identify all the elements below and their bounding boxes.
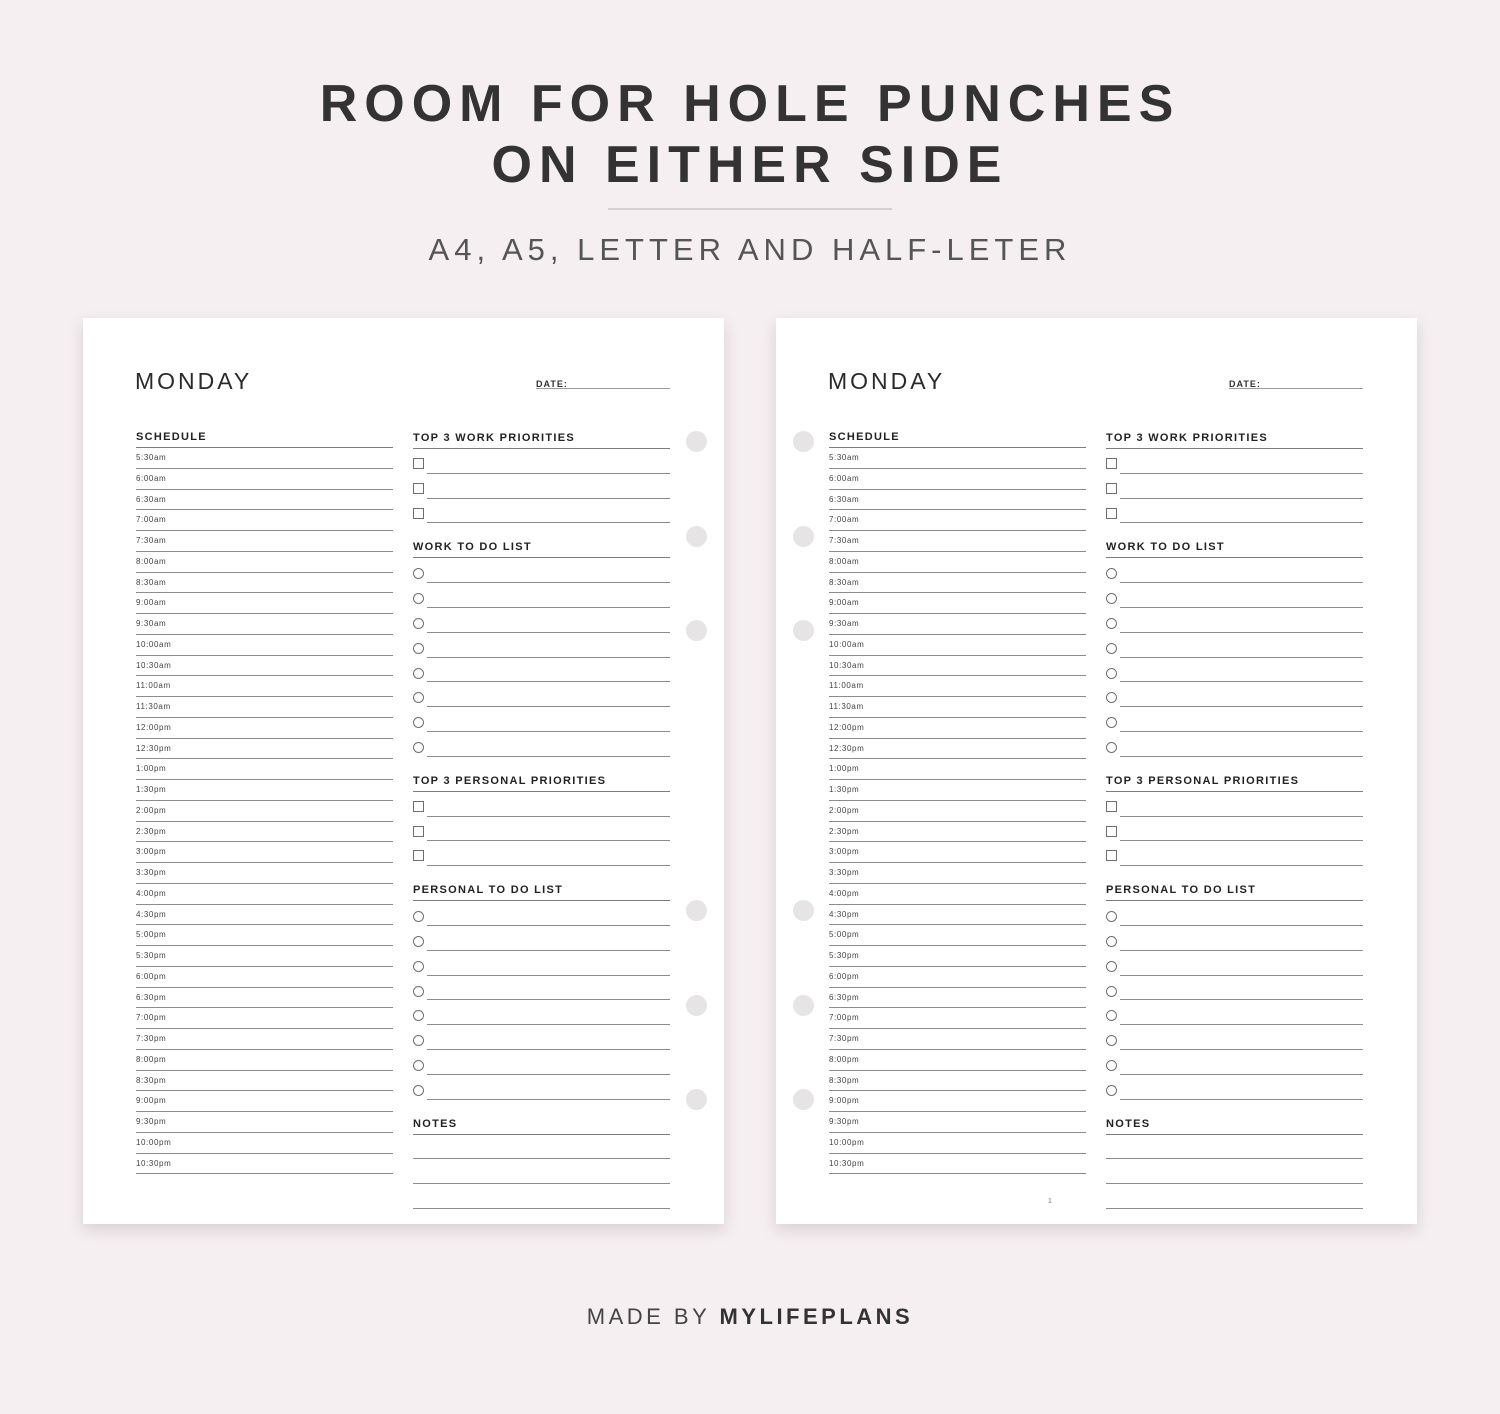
checkbox[interactable]: [413, 826, 424, 837]
list-item[interactable]: [1106, 1025, 1363, 1050]
schedule-time-row[interactable]: 4:30pm: [829, 905, 1086, 926]
schedule-time-row[interactable]: 10:30pm: [136, 1154, 393, 1175]
schedule-time-row[interactable]: 9:30pm: [829, 1112, 1086, 1133]
list-item[interactable]: [413, 1050, 670, 1075]
schedule-time-row[interactable]: 6:30am: [136, 490, 393, 511]
date-field[interactable]: [1229, 374, 1363, 389]
footer-credit: [0, 1304, 1500, 1330]
todo-circle[interactable]: [413, 1010, 424, 1021]
top3-personal-list: [413, 792, 670, 866]
todo-circle[interactable]: [1106, 717, 1117, 728]
top3-work-heading: TOP 3 WORK PRIORITIES: [413, 428, 670, 449]
notes-line[interactable]: [1106, 1184, 1363, 1209]
page-number: 1: [1048, 1198, 1052, 1205]
day-title: MONDAY: [135, 368, 253, 394]
write-line: [427, 865, 670, 866]
list-item[interactable]: [413, 817, 670, 842]
list-item[interactable]: [1106, 583, 1363, 608]
top3-personal-heading: TOP 3 PERSONAL PRIORITIES: [1106, 771, 1363, 792]
schedule-time-row[interactable]: 11:00am: [829, 676, 1086, 697]
todo-circle[interactable]: [413, 742, 424, 753]
schedule-time-row[interactable]: 8:30am: [829, 573, 1086, 594]
work-todo-list: [413, 558, 670, 756]
schedule-time-row[interactable]: 11:30am: [829, 697, 1086, 718]
priorities-column: [1106, 428, 1363, 1209]
todo-circle[interactable]: [1106, 961, 1117, 972]
schedule-time-row[interactable]: 1:30pm: [829, 780, 1086, 801]
checkbox[interactable]: [413, 850, 424, 861]
checkbox[interactable]: [413, 458, 424, 469]
list-item[interactable]: [1106, 449, 1363, 474]
list-item[interactable]: [413, 633, 670, 658]
schedule-rows: [136, 448, 393, 1174]
footer-brand: MYLIFEPLANS: [719, 1304, 914, 1329]
schedule-time-row[interactable]: 9:30pm: [136, 1112, 393, 1133]
schedule-time-row[interactable]: 12:30pm: [829, 739, 1086, 760]
schedule-rows: [829, 448, 1086, 1174]
notes-line[interactable]: [413, 1135, 670, 1160]
write-line: [1106, 1208, 1363, 1209]
checkbox[interactable]: [413, 801, 424, 812]
list-item[interactable]: [413, 901, 670, 926]
schedule-time-row[interactable]: 10:00am: [136, 635, 393, 656]
write-line: [427, 756, 670, 757]
list-item[interactable]: [1106, 474, 1363, 499]
punch-hole: [793, 1089, 814, 1110]
schedule-time-row[interactable]: 6:30am: [829, 490, 1086, 511]
subtitle: A4, A5, LETTER AND HALF-LETER: [428, 232, 1072, 267]
notes-line[interactable]: [413, 1159, 670, 1184]
list-item[interactable]: [413, 1075, 670, 1100]
write-line: [1120, 1099, 1363, 1100]
schedule-time-row[interactable]: 8:30pm: [136, 1071, 393, 1092]
schedule-time-row[interactable]: 10:30pm: [829, 1154, 1086, 1175]
schedule-time-row[interactable]: 8:00pm: [136, 1050, 393, 1071]
top3-work-list: [413, 449, 670, 523]
todo-circle[interactable]: [413, 692, 424, 703]
personal-todo-list: [1106, 901, 1363, 1099]
schedule-time-row[interactable]: 10:00pm: [829, 1133, 1086, 1154]
list-item[interactable]: [413, 792, 670, 817]
write-line: [1120, 756, 1363, 757]
schedule-time-row[interactable]: 9:00am: [829, 593, 1086, 614]
list-item[interactable]: [1106, 499, 1363, 524]
schedule-time-row[interactable]: 7:00pm: [136, 1008, 393, 1029]
todo-circle[interactable]: [413, 911, 424, 922]
list-item[interactable]: [1106, 1000, 1363, 1025]
date-label: DATE:: [1229, 379, 1261, 389]
todo-circle[interactable]: [1106, 692, 1117, 703]
list-item[interactable]: [1106, 817, 1363, 842]
schedule-time-row[interactable]: 2:00pm: [136, 801, 393, 822]
checkbox[interactable]: [1106, 458, 1117, 469]
schedule-time-row[interactable]: 7:00am: [136, 510, 393, 531]
schedule-time-row[interactable]: 9:30am: [136, 614, 393, 635]
schedule-time-row[interactable]: 5:30am: [136, 448, 393, 469]
top3-personal-list: [1106, 792, 1363, 866]
list-item[interactable]: [1106, 926, 1363, 951]
personal-todo-list: [413, 901, 670, 1099]
todo-circle[interactable]: [1106, 1010, 1117, 1021]
list-item[interactable]: [413, 951, 670, 976]
write-line: [427, 1099, 670, 1100]
planner-page-right: [776, 318, 1417, 1224]
punch-hole: [686, 1089, 707, 1110]
todo-circle[interactable]: [1106, 1085, 1117, 1096]
list-item[interactable]: [1106, 976, 1363, 1001]
notes-line[interactable]: [1106, 1159, 1363, 1184]
schedule-time-row[interactable]: 8:00am: [829, 552, 1086, 573]
todo-circle[interactable]: [413, 1085, 424, 1096]
list-item[interactable]: [1106, 658, 1363, 683]
todo-circle[interactable]: [1106, 643, 1117, 654]
schedule-time-row[interactable]: 6:00am: [136, 469, 393, 490]
todo-circle[interactable]: [413, 668, 424, 679]
notes-lines: [413, 1135, 670, 1209]
schedule-time-row[interactable]: 4:30pm: [136, 905, 393, 926]
checkbox[interactable]: [1106, 801, 1117, 812]
list-item[interactable]: [413, 449, 670, 474]
todo-circle[interactable]: [1106, 911, 1117, 922]
schedule-time-row[interactable]: 10:30am: [829, 656, 1086, 677]
punch-hole: [686, 900, 707, 921]
schedule-time-row[interactable]: 6:30pm: [829, 988, 1086, 1009]
top3-work-heading: TOP 3 WORK PRIORITIES: [1106, 428, 1363, 449]
todo-circle[interactable]: [1106, 593, 1117, 604]
todo-circle[interactable]: [413, 593, 424, 604]
schedule-time-row[interactable]: 5:00pm: [136, 925, 393, 946]
write-line: [1120, 522, 1363, 523]
schedule-time-row[interactable]: 2:30pm: [136, 822, 393, 843]
list-item[interactable]: [413, 682, 670, 707]
work-todo-heading: WORK TO DO LIST: [1106, 537, 1363, 558]
schedule-time-row[interactable]: 6:00pm: [136, 967, 393, 988]
divider: [608, 208, 892, 210]
schedule-time-row[interactable]: 2:00pm: [829, 801, 1086, 822]
checkbox[interactable]: [1106, 850, 1117, 861]
punch-hole: [793, 620, 814, 641]
todo-circle[interactable]: [413, 1035, 424, 1046]
schedule-time-row[interactable]: 1:00pm: [829, 759, 1086, 780]
punch-hole: [793, 431, 814, 452]
notes-heading: NOTES: [413, 1114, 670, 1135]
date-label: DATE:: [536, 379, 568, 389]
list-item[interactable]: [413, 558, 670, 583]
planner-page-left: [83, 318, 724, 1224]
headline-line-1: ROOM FOR HOLE PUNCHES: [319, 75, 1181, 133]
date-field[interactable]: [536, 374, 670, 389]
schedule-time-row[interactable]: 3:30pm: [829, 863, 1086, 884]
schedule-time-row[interactable]: 1:30pm: [136, 780, 393, 801]
list-item[interactable]: [413, 841, 670, 866]
todo-circle[interactable]: [413, 936, 424, 947]
list-item[interactable]: [1106, 901, 1363, 926]
checkbox[interactable]: [413, 508, 424, 519]
headline: [0, 74, 1500, 196]
write-line: [427, 522, 670, 523]
write-line: [1120, 865, 1363, 866]
punch-hole: [686, 431, 707, 452]
schedule-time-row[interactable]: 5:30pm: [136, 946, 393, 967]
punch-hole: [686, 995, 707, 1016]
notes-lines: [1106, 1135, 1363, 1209]
list-item[interactable]: [413, 608, 670, 633]
list-item[interactable]: [413, 926, 670, 951]
schedule-time-row[interactable]: 6:00am: [829, 469, 1086, 490]
notes-heading: NOTES: [1106, 1114, 1363, 1135]
schedule-time-row[interactable]: 9:00pm: [136, 1091, 393, 1112]
schedule-time-row[interactable]: 8:30am: [136, 573, 393, 594]
top3-personal-heading: TOP 3 PERSONAL PRIORITIES: [413, 771, 670, 792]
todo-circle[interactable]: [1106, 1060, 1117, 1071]
punch-hole: [793, 900, 814, 921]
schedule-heading: SCHEDULE: [136, 428, 393, 448]
schedule-time-row[interactable]: 11:30am: [136, 697, 393, 718]
schedule-time-row[interactable]: 6:00pm: [829, 967, 1086, 988]
footer-prefix: MADE BY: [586, 1304, 710, 1329]
todo-circle[interactable]: [413, 1060, 424, 1071]
schedule-column: [136, 428, 393, 1174]
todo-circle[interactable]: [1106, 742, 1117, 753]
schedule-time-row[interactable]: 3:30pm: [136, 863, 393, 884]
schedule-time-row[interactable]: 7:00pm: [829, 1008, 1086, 1029]
schedule-time-row[interactable]: 5:00pm: [829, 925, 1086, 946]
list-item[interactable]: [413, 707, 670, 732]
schedule-time-row[interactable]: 6:30pm: [136, 988, 393, 1009]
list-item[interactable]: [1106, 1075, 1363, 1100]
schedule-time-row[interactable]: 9:00pm: [829, 1091, 1086, 1112]
punch-hole: [793, 526, 814, 547]
schedule-time-row[interactable]: 1:00pm: [136, 759, 393, 780]
schedule-time-row[interactable]: 8:00pm: [829, 1050, 1086, 1071]
list-item[interactable]: [1106, 707, 1363, 732]
schedule-heading: SCHEDULE: [829, 428, 1086, 448]
schedule-time-row[interactable]: 2:30pm: [829, 822, 1086, 843]
schedule-time-row[interactable]: 10:00am: [829, 635, 1086, 656]
list-item[interactable]: [1106, 951, 1363, 976]
list-item[interactable]: [413, 658, 670, 683]
schedule-time-row[interactable]: 9:30am: [829, 614, 1086, 635]
schedule-time-row[interactable]: 8:30pm: [829, 1071, 1086, 1092]
schedule-time-row[interactable]: 5:30am: [829, 448, 1086, 469]
todo-circle[interactable]: [1106, 568, 1117, 579]
work-todo-list: [1106, 558, 1363, 756]
notes-line[interactable]: [1106, 1135, 1363, 1160]
schedule-time-row[interactable]: 12:30pm: [136, 739, 393, 760]
personal-todo-heading: PERSONAL TO DO LIST: [413, 880, 670, 901]
punch-hole: [686, 620, 707, 641]
schedule-time-row[interactable]: 3:00pm: [136, 842, 393, 863]
list-item[interactable]: [1106, 608, 1363, 633]
list-item[interactable]: [1106, 558, 1363, 583]
schedule-time-row[interactable]: 7:30am: [136, 531, 393, 552]
schedule-time-row[interactable]: 11:00am: [136, 676, 393, 697]
schedule-time-row[interactable]: 7:30pm: [829, 1029, 1086, 1050]
schedule-time-row[interactable]: 7:30pm: [136, 1029, 393, 1050]
schedule-time-row[interactable]: 9:00am: [136, 593, 393, 614]
list-item[interactable]: [1106, 633, 1363, 658]
list-item[interactable]: [413, 1000, 670, 1025]
schedule-time-row[interactable]: 5:30pm: [829, 946, 1086, 967]
list-item[interactable]: [1106, 732, 1363, 757]
headline-line-2: ON EITHER SIDE: [491, 136, 1009, 194]
todo-circle[interactable]: [1106, 618, 1117, 629]
schedule-column: [829, 428, 1086, 1174]
schedule-time-row[interactable]: 10:30am: [136, 656, 393, 677]
todo-circle[interactable]: [1106, 936, 1117, 947]
checkbox[interactable]: [413, 483, 424, 494]
personal-todo-heading: PERSONAL TO DO LIST: [1106, 880, 1363, 901]
list-item[interactable]: [1106, 1050, 1363, 1075]
todo-circle[interactable]: [1106, 668, 1117, 679]
checkbox[interactable]: [1106, 508, 1117, 519]
checkbox[interactable]: [1106, 483, 1117, 494]
schedule-time-row[interactable]: 4:00pm: [136, 884, 393, 905]
list-item[interactable]: [413, 1025, 670, 1050]
list-item[interactable]: [413, 499, 670, 524]
schedule-time-row[interactable]: 12:00pm: [829, 718, 1086, 739]
list-item[interactable]: [413, 583, 670, 608]
write-line: [413, 1208, 670, 1209]
checkbox[interactable]: [1106, 826, 1117, 837]
list-item[interactable]: [1106, 841, 1363, 866]
list-item[interactable]: [413, 732, 670, 757]
list-item[interactable]: [413, 976, 670, 1001]
todo-circle[interactable]: [413, 643, 424, 654]
schedule-time-row[interactable]: 3:00pm: [829, 842, 1086, 863]
day-title: MONDAY: [828, 368, 946, 394]
schedule-time-row[interactable]: 12:00pm: [136, 718, 393, 739]
schedule-time-row[interactable]: 4:00pm: [829, 884, 1086, 905]
todo-circle[interactable]: [413, 717, 424, 728]
top3-work-list: [1106, 449, 1363, 523]
schedule-time-row[interactable]: 7:30am: [829, 531, 1086, 552]
list-item[interactable]: [1106, 792, 1363, 817]
schedule-time-row[interactable]: 7:00am: [829, 510, 1086, 531]
todo-circle[interactable]: [413, 961, 424, 972]
list-item[interactable]: [1106, 682, 1363, 707]
punch-hole: [686, 526, 707, 547]
todo-circle[interactable]: [413, 618, 424, 629]
work-todo-heading: WORK TO DO LIST: [413, 537, 670, 558]
list-item[interactable]: [413, 474, 670, 499]
todo-circle[interactable]: [413, 568, 424, 579]
todo-circle[interactable]: [1106, 986, 1117, 997]
todo-circle[interactable]: [413, 986, 424, 997]
priorities-column: [413, 428, 670, 1209]
schedule-time-row[interactable]: 8:00am: [136, 552, 393, 573]
notes-line[interactable]: [413, 1184, 670, 1209]
schedule-time-row[interactable]: 10:00pm: [136, 1133, 393, 1154]
todo-circle[interactable]: [1106, 1035, 1117, 1046]
punch-hole: [793, 995, 814, 1016]
